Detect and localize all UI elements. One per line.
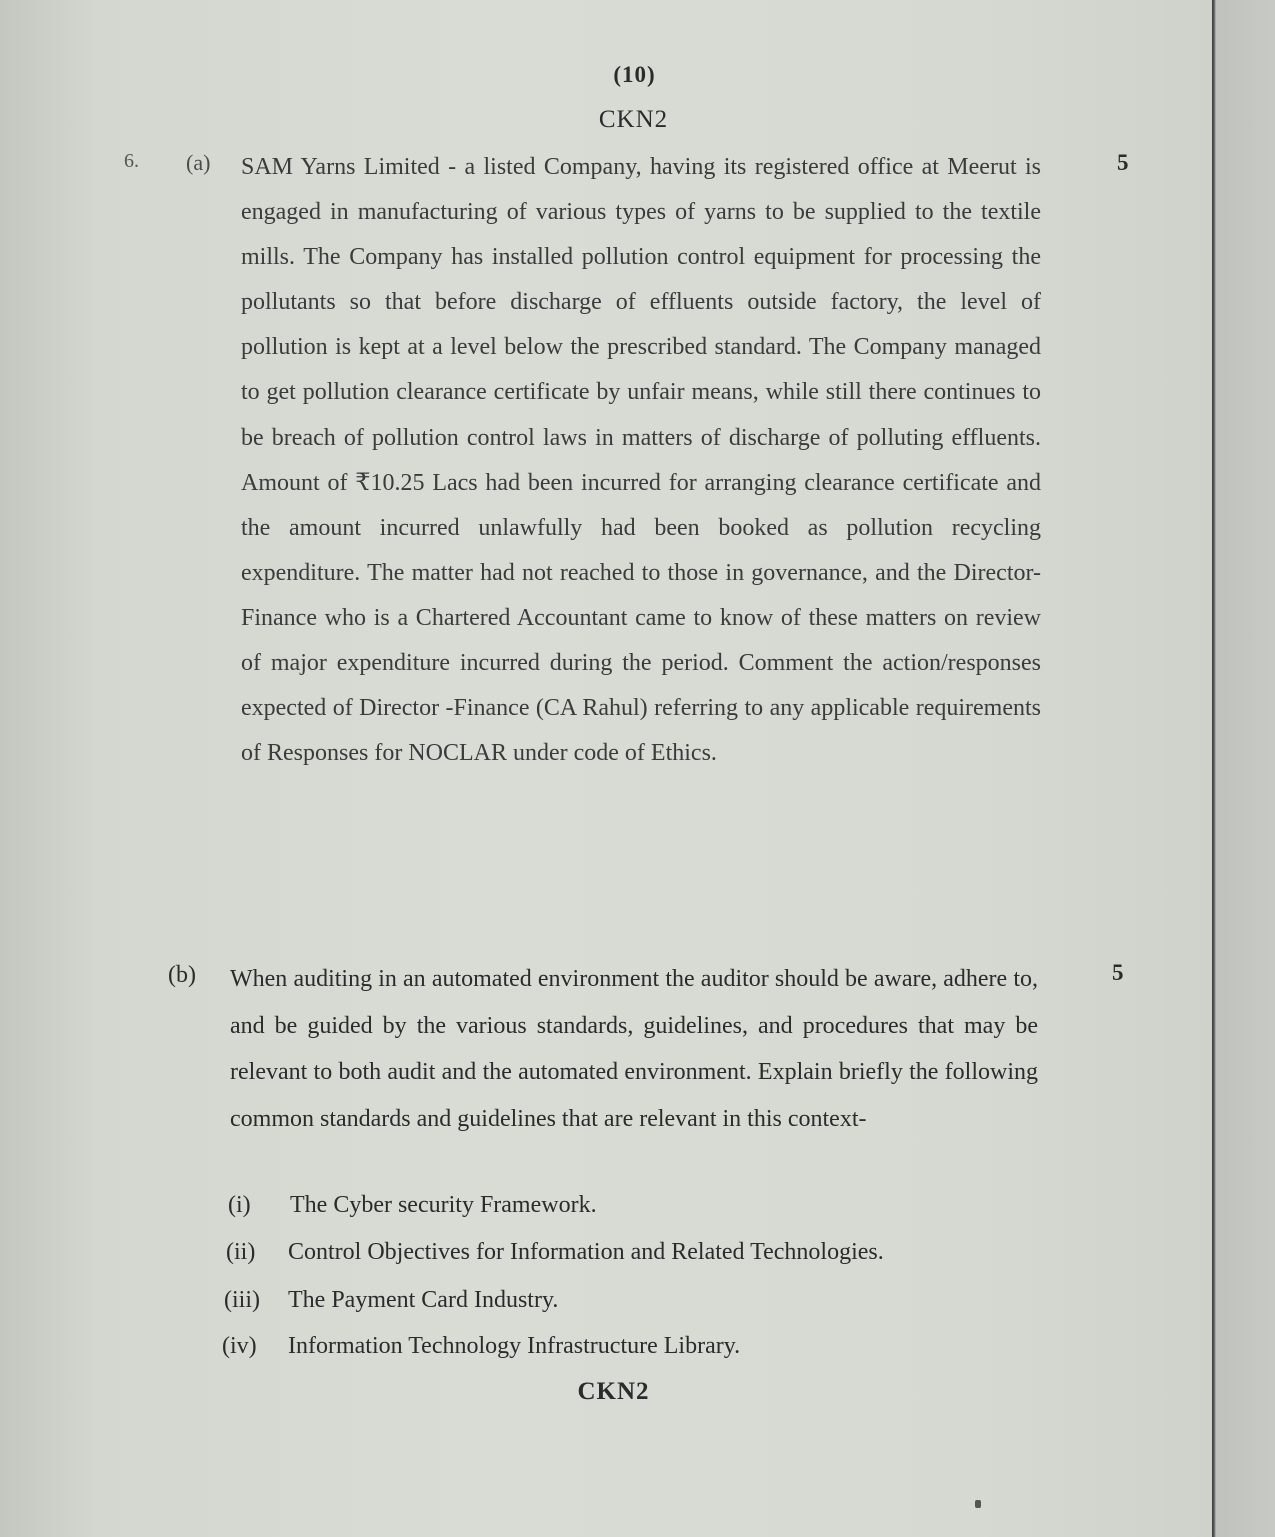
list-item-text: Information Technology Infrastructure Library. bbox=[288, 1333, 741, 1359]
list-item-label: (ii) bbox=[226, 1239, 256, 1265]
part-a-label: (a) bbox=[186, 150, 211, 175]
ink-dot bbox=[975, 1500, 981, 1508]
part-b-text: When auditing in an automated environment the auditor should be aware, adhere to, and be guided by the various standards, guidelines, and procedures that may be relevant to both audit and the automated environment. Explain briefly the following common standards and guidelines that are relevant in this context- bbox=[230, 966, 1038, 1132]
page-edge-shadow bbox=[1212, 0, 1275, 1537]
paper-code-header: CKN2 bbox=[598, 106, 669, 133]
part-a-text: SAM Yarns Limited - a listed Company, having its registered office at Meerut is engaged in manufacturing of various types of yarns to be supplied to the textile mills. The Company has installed pollution control equipment for processing the pollutants so that before discharge of effluents outside factory, the level of pollution is kept at a level below the prescribed standard. The Company managed to get pollution clearance certificate by unfair means, while still there continues to be breach of pollution control laws in matters of discharge of polluting effluents. Amount of ₹10.25 Lacs had been incurred for arranging clearance certificate and the amount incurred unlawfully had been booked as pollution recycling expenditure. The matter had not reached to those in governance, and the Director-Finance who is a Chartered Accountant came to know of these matters on review of major expenditure incurred during the period. Comment the action/responses expected of Director -Finance (CA Rahul) referring to any applicable requirements of Responses for NOCLAR under code of Ethics. bbox=[241, 154, 1041, 767]
list-item-text: The Cyber security Framework. bbox=[290, 1192, 597, 1218]
list-item-label: (iv) bbox=[222, 1333, 257, 1359]
part-a-marks: 5 bbox=[1117, 150, 1129, 175]
list-item-text: Control Objectives for Information and Related Technologies. bbox=[288, 1239, 884, 1265]
list-item-text: The Payment Card Industry. bbox=[288, 1287, 559, 1313]
paper-code-footer: CKN2 bbox=[577, 1378, 650, 1405]
question-number: 6. bbox=[124, 150, 139, 172]
part-b-marks: 5 bbox=[1112, 960, 1124, 985]
part-b-label: (b) bbox=[168, 962, 196, 988]
list-item-label: (iii) bbox=[224, 1287, 260, 1313]
page-number: (10) bbox=[613, 62, 656, 87]
list-item-label: (i) bbox=[228, 1192, 251, 1218]
